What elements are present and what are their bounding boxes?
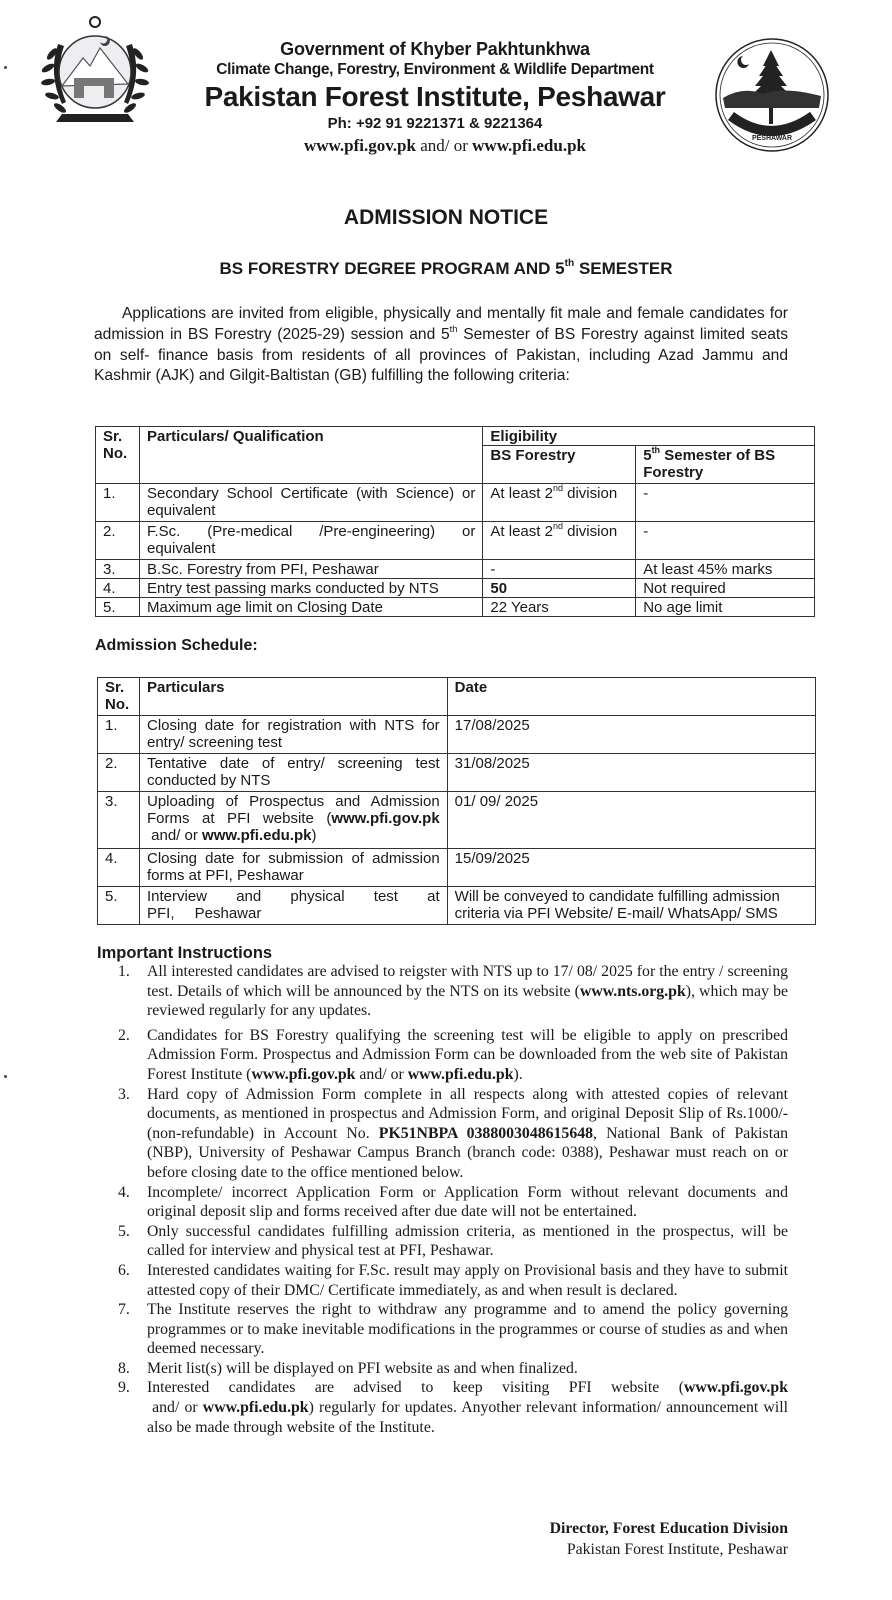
cell-5th-semester: -: [636, 484, 815, 522]
website-link-edu[interactable]: www.pfi.edu.pk: [202, 827, 312, 844]
eligibility-table: [95, 426, 815, 617]
cell-date: 31/08/2025: [447, 754, 815, 792]
table-row: [96, 579, 815, 598]
cell-date: 15/09/2025: [447, 849, 815, 887]
cell-sr: 2.: [96, 522, 140, 560]
header-date: Date: [447, 678, 815, 716]
cell-particular: Maximum age limit on Closing Date: [139, 598, 482, 617]
cell-sr: 3.: [96, 560, 140, 579]
account-number: PK51NBPA 0388003048615648: [378, 1124, 594, 1142]
cell-5th-semester: At least 45% marks: [636, 560, 815, 579]
cell-text: Uploading of Prospectus and Admission Forms at PFI website (: [146, 793, 440, 827]
subtitle-sup: th: [564, 258, 575, 270]
cell-sr: 1.: [98, 716, 140, 754]
table-header-row: [98, 678, 816, 716]
table-row: [98, 716, 816, 754]
cell-text-end: division: [562, 523, 618, 540]
cell-text: and/ or: [146, 827, 203, 844]
intro-paragraph: [94, 304, 788, 387]
websites: [180, 134, 710, 158]
pfi-seal-logo: [713, 36, 831, 154]
website-link-gov[interactable]: www.pfi.gov.pk: [331, 810, 440, 827]
item-number: 8.: [118, 1359, 130, 1377]
instruction-item: [118, 1378, 788, 1437]
cell-sr: 2.: [98, 754, 140, 792]
cell-particular: Closing date for submission of admission forms at PFI, Peshawar: [139, 849, 447, 887]
header-particulars: Particulars/ Qualification: [139, 427, 482, 484]
phone-numbers: Ph: +92 91 9221371 & 9221364: [327, 115, 543, 132]
item-text: ).: [513, 1065, 523, 1083]
cell-sr: 5.: [98, 887, 140, 925]
cell-5th-semester: Not required: [636, 579, 815, 598]
instruction-item: [118, 1300, 788, 1359]
cell-bs-forestry: -: [483, 560, 636, 579]
table-row: [98, 754, 816, 792]
table-row: [98, 849, 816, 887]
cell-particular: Tentative date of entry/ screening test conducted by NTS: [139, 754, 447, 792]
instructions-list: [118, 962, 788, 1437]
cell-bs-forestry: [483, 522, 636, 560]
item-number: 5.: [118, 1222, 130, 1240]
signature-block: [550, 1518, 788, 1560]
cell-particular: B.Sc. Forestry from PFI, Peshawar: [139, 560, 482, 579]
cell-text-end: division: [562, 485, 618, 502]
signatory-title: Director, Forest Education Division: [549, 1520, 788, 1537]
item-text: , National Bank of Pakistan (NBP), University of Peshawar Campus Branch (branch code: 0388), Peshawar must reach on or before closing date to the office mentioned below.: [147, 1124, 788, 1181]
cell-particular: F.Sc. (Pre-medical /Pre-engineering) or equivalent: [139, 522, 482, 560]
header-sr-no: Sr. No.: [98, 678, 140, 716]
item-number: 6.: [118, 1261, 130, 1279]
item-text: Hard copy of Admission Form complete in all respects along with attested copies of relevant documents, as mentioned in prospectus and Admission Form, and original Deposit Slip of Rs.1000/- (non-refundable) in Account No.: [147, 1085, 788, 1142]
header-text-end: Semester of BS Forestry: [643, 447, 780, 481]
website-separator: and/ or: [415, 136, 473, 155]
item-text: and/ or: [355, 1065, 408, 1083]
cell-5th-semester: No age limit: [636, 598, 815, 617]
item-number: 9.: [118, 1379, 130, 1397]
nts-website-link[interactable]: www.nts.org.pk: [579, 982, 686, 1000]
table-row: [96, 484, 815, 522]
table-row: [96, 598, 815, 617]
instructions-heading: Important Instructions: [97, 944, 273, 962]
cell-particular: Interview and physical test at PFI, Peshawar: [139, 887, 447, 925]
svg-text:PESHAWAR: PESHAWAR: [751, 135, 793, 142]
instruction-item: [118, 1261, 788, 1300]
intro-text-a: Applications are invited from eligible, physically and mentally fit male and female candidates for admission in BS Forestry (2025-29) session and 5: [94, 305, 788, 343]
instruction-item: [118, 1183, 788, 1222]
subtitle-text: BS FORESTRY DEGREE PROGRAM AND 5: [219, 259, 565, 278]
program-subtitle: [0, 259, 892, 279]
table-row: [96, 522, 815, 560]
cell-sup: nd: [552, 521, 563, 532]
cell-particular: [139, 792, 447, 849]
intro-sup: th: [449, 323, 458, 334]
website-link-gov[interactable]: www.pfi.gov.pk: [251, 1065, 356, 1083]
cell-sr: 1.: [96, 484, 140, 522]
kp-emblem-icon: [38, 14, 152, 134]
cell-particular: Secondary School Certificate (with Science) or equivalent: [139, 484, 482, 522]
scan-speck: [4, 66, 7, 69]
cell-bs-forestry: [483, 484, 636, 522]
cell-particular: Closing date for registration with NTS for entry/ screening test: [139, 716, 447, 754]
notice-title: ADMISSION NOTICE: [343, 206, 549, 229]
item-text: Incomplete/ incorrect Application Form or Application Form without relevant documents and original deposit slip and forms received after due date will not be entertained.: [147, 1183, 788, 1221]
item-text: Interested candidates are advised to keep visiting PFI website (: [147, 1379, 684, 1397]
table-header-row: [96, 427, 815, 446]
header-particulars: Particulars: [139, 678, 447, 716]
header-text: 5: [643, 447, 652, 464]
instruction-item: [118, 1026, 788, 1085]
instruction-item: [118, 1222, 788, 1261]
instruction-item: [118, 1085, 788, 1183]
item-number: 7.: [118, 1301, 130, 1319]
instruction-item: [118, 962, 788, 1021]
item-text: The Institute reserves the right to withdraw any programme and to amend the policy governing programmes or to make inevitable modifications in the programmes or course of studies as and when deemed necessary.: [147, 1301, 788, 1358]
cell-sr: 3.: [98, 792, 140, 849]
item-text: and/ or: [147, 1399, 203, 1417]
signatory-organization: Pakistan Forest Institute, Peshawar: [566, 1541, 788, 1558]
item-text: Interested candidates waiting for F.Sc. result may apply on Provisional basis and they have to submit attested copy of their DMC/ Certificate immediately, as and when result is declared.: [147, 1261, 788, 1299]
header-sr-no: Sr. No.: [96, 427, 140, 484]
item-text: Merit list(s) will be displayed on PFI website as and when finalized.: [147, 1359, 578, 1377]
website-link-edu[interactable]: www.pfi.edu.pk: [407, 1065, 514, 1083]
header-sup: th: [651, 445, 661, 456]
website-link-edu[interactable]: www.pfi.edu.pk: [202, 1399, 309, 1417]
schedule-heading: Admission Schedule:: [95, 637, 258, 654]
subtitle-text-end: SEMESTER: [574, 259, 673, 278]
item-text: All interested candidates are advised to reigster with NTS up to 17/ 08/ 2025 for the entry / screening test. Details of which will be announced by the NTS on its website (: [147, 963, 788, 1000]
cell-date: Will be conveyed to candidate fulfilling admission criteria via PFI Website/ E-mail/ WhatsApp/ SMS: [447, 887, 815, 925]
item-number: 3.: [118, 1085, 130, 1103]
cell-sup: nd: [552, 483, 563, 494]
website-link-edu[interactable]: www.pfi.edu.pk: [472, 136, 586, 155]
letterhead: [160, 38, 710, 158]
website-link-gov[interactable]: www.pfi.gov.pk: [683, 1379, 788, 1397]
cell-bs-forestry: 50: [483, 579, 636, 598]
pfi-seal-icon: [713, 36, 831, 154]
header-eligibility: Eligibility: [483, 427, 815, 446]
scan-speck: [4, 1075, 7, 1078]
website-link-gov[interactable]: www.pfi.gov.pk: [304, 136, 416, 155]
item-text: ), which may be reviewed regularly for any updates.: [147, 982, 788, 1020]
header-bs-forestry: BS Forestry: [483, 446, 636, 484]
table-row: [98, 792, 816, 849]
cell-text: At least 2: [490, 523, 553, 540]
department-name: Climate Change, Forestry, Environment & Wildlife Department: [216, 61, 654, 78]
cell-5th-semester: -: [636, 522, 815, 560]
cell-particular: Entry test passing marks conducted by NTS: [139, 579, 482, 598]
cell-bs-forestry: 22 Years: [483, 598, 636, 617]
cell-sr: 4.: [98, 849, 140, 887]
item-number: 1.: [118, 963, 130, 980]
intro-text-b: Semester of BS Forestry against limited seats on self- finance basis from residents of all provinces of Pakistan, including Azad Jammu and Kashmir (AJK) and Gilgit-Baltistan (GB) fulfilling the following criteria:: [94, 325, 788, 385]
table-row: [98, 887, 816, 925]
cell-text: ): [311, 827, 317, 844]
cell-sr: 5.: [96, 598, 140, 617]
cell-text: At least 2: [490, 485, 553, 502]
cell-date: 01/ 09/ 2025: [447, 792, 815, 849]
cell-sr: 4.: [96, 579, 140, 598]
schedule-table: [97, 677, 816, 925]
item-number: 4.: [118, 1183, 130, 1201]
header-5th-semester: [636, 446, 815, 484]
kp-emblem-logo: [38, 14, 152, 134]
government-name: Government of Khyber Pakhtunkhwa: [280, 39, 590, 59]
instruction-item: [118, 1359, 788, 1379]
item-text: ) regularly for updates. Anyother relevant information/ announcement will also be made through website of the Institute.: [147, 1399, 788, 1436]
table-row: [96, 560, 815, 579]
item-text: Only successful candidates fulfilling admission criteria, as mentioned in the prospectus, will be called for interview and physical test at PFI, Peshawar.: [147, 1222, 788, 1260]
item-text: Candidates for BS Forestry qualifying the screening test will be eligible to apply on prescribed Admission Form. Prospectus and Admission Form can be downloaded from the web site of Pakistan Forest Institute (: [147, 1026, 788, 1083]
institute-name: Pakistan Forest Institute, Peshawar: [204, 81, 666, 112]
cell-date: 17/08/2025: [447, 716, 815, 754]
item-number: 2.: [118, 1026, 130, 1044]
